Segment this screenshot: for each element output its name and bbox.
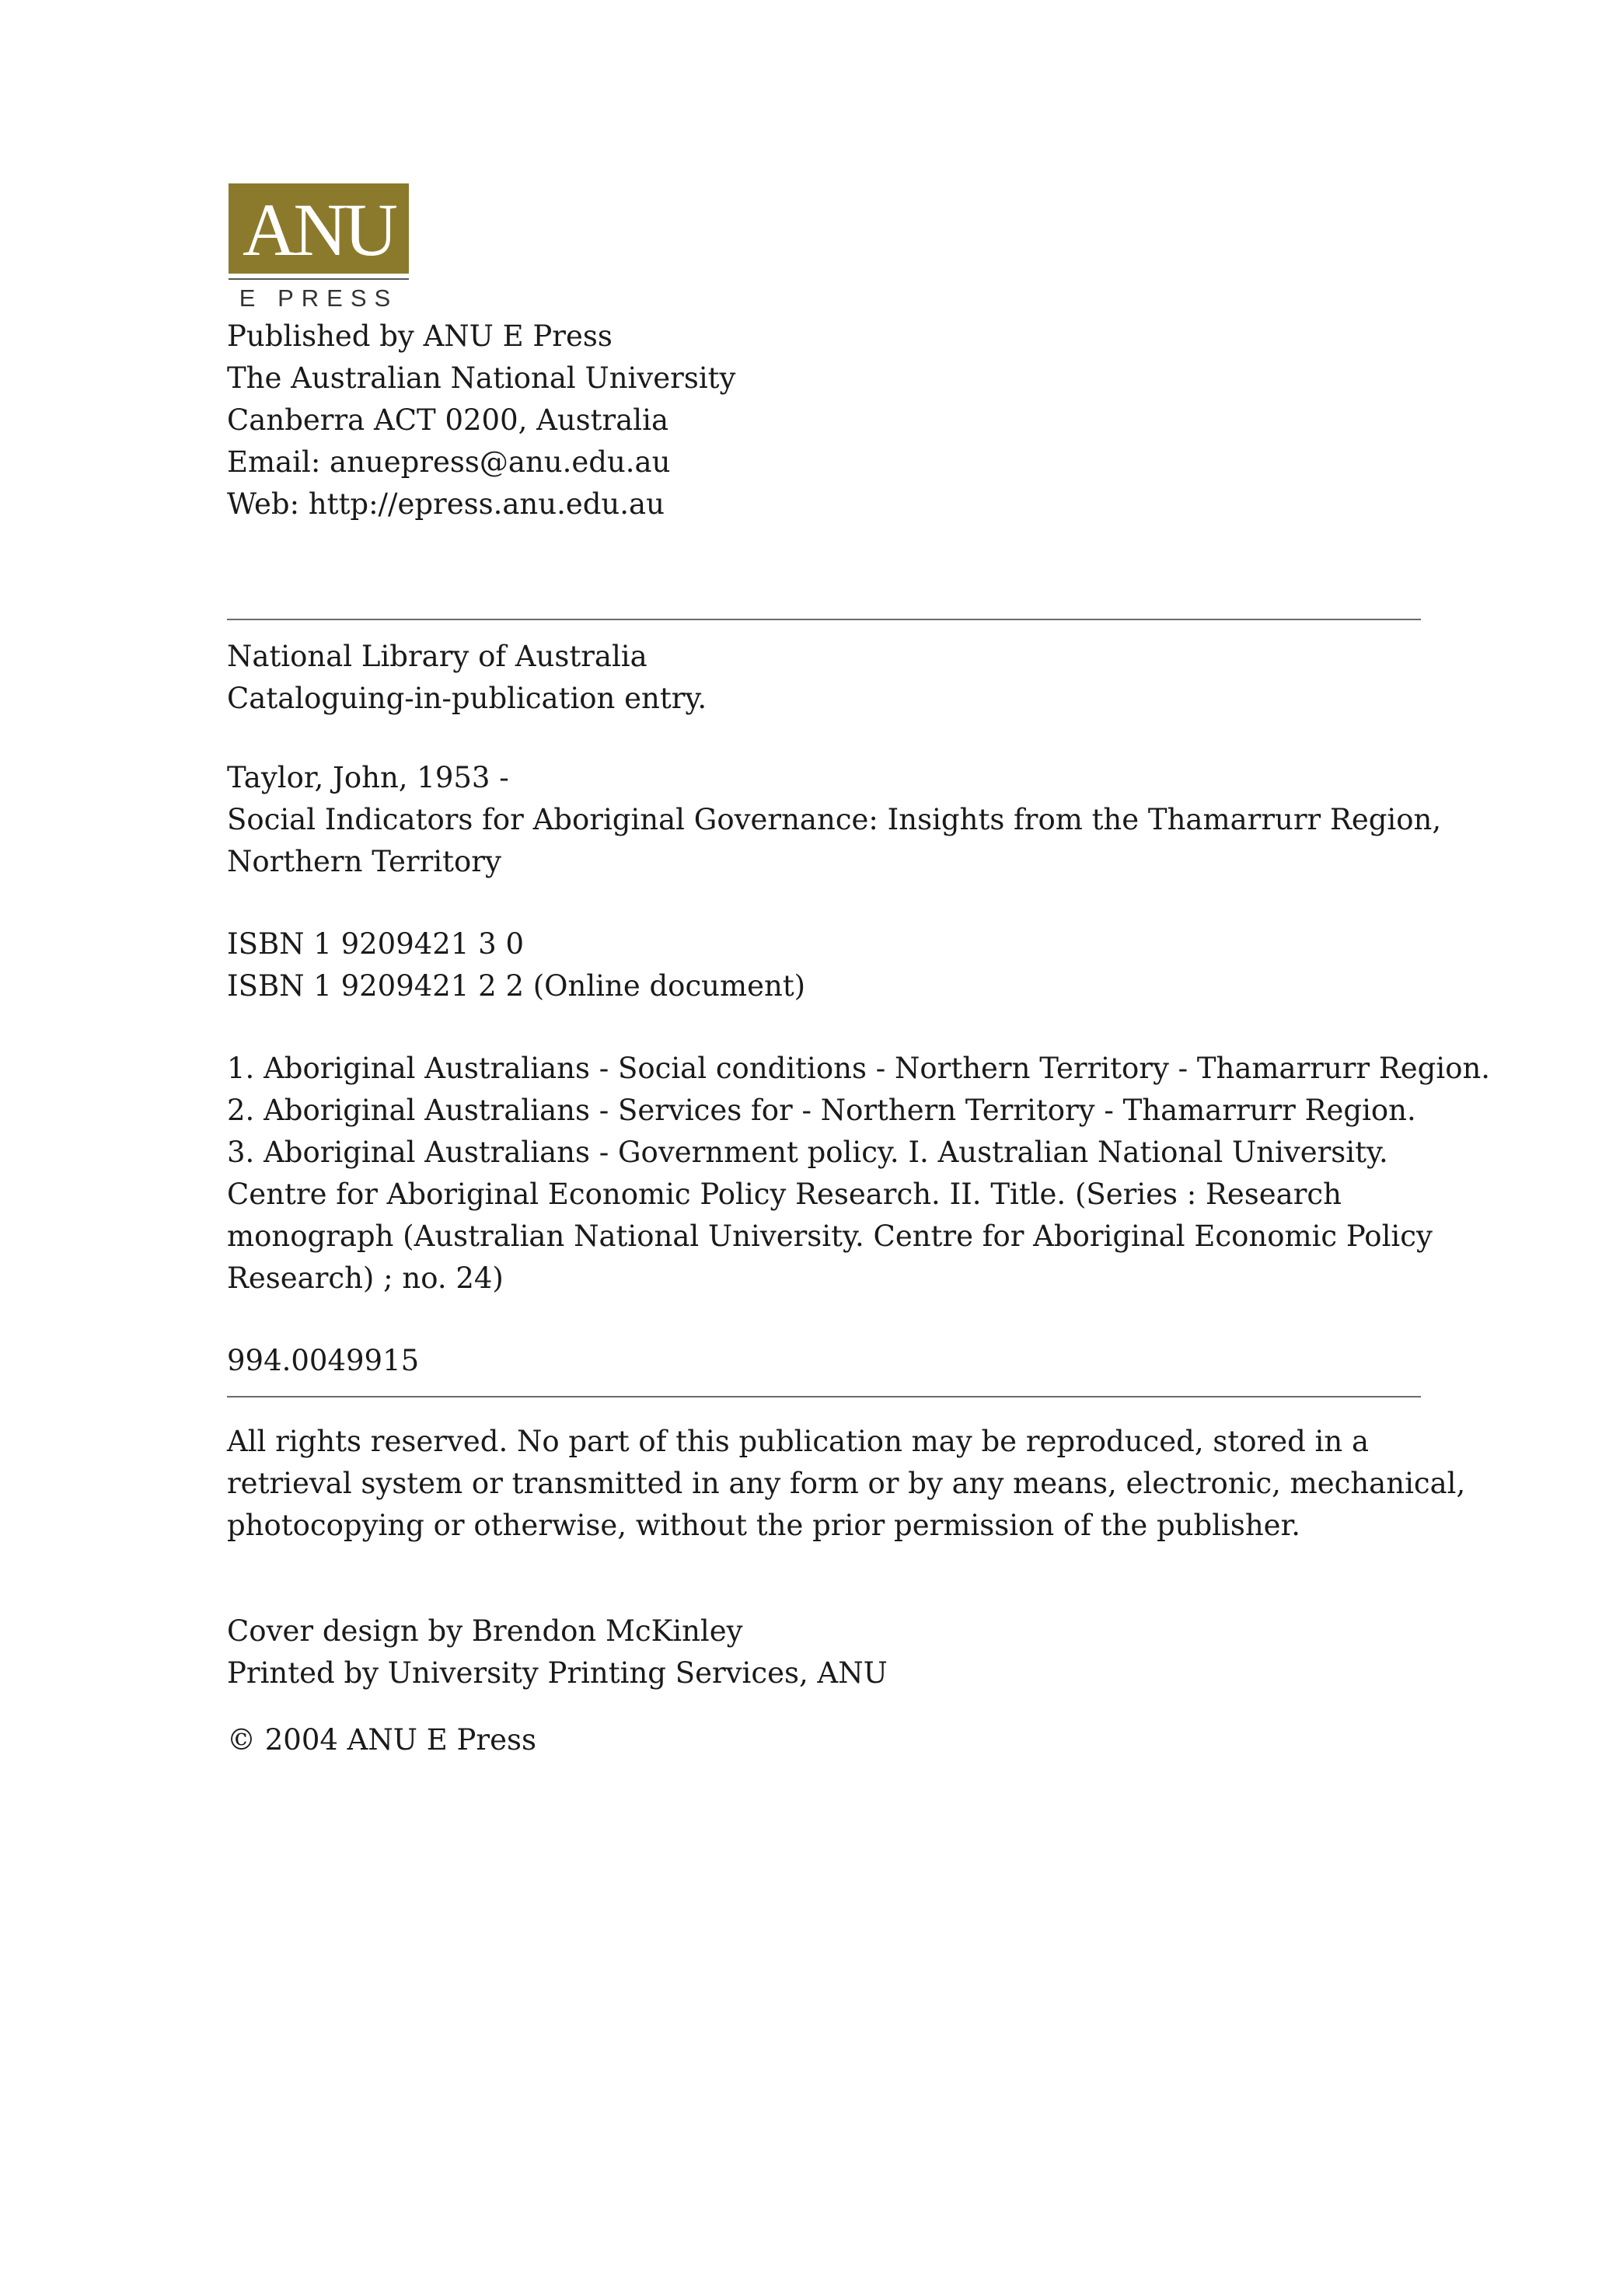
rights-line: All rights reserved. No part of this publication may be reproduced, stored in a [227,1425,1370,1458]
rights-line: retrieval system or transmitted in any form or by any means, electronic, mechanical, [227,1467,1466,1500]
title-line: Social Indicators for Aboriginal Governance: Insights from the Thamarrurr Region, [227,803,1442,836]
logo-mark: ANU [243,188,395,271]
dewey-number: 994.0049915 [227,1344,420,1377]
publisher-address [227,316,1421,525]
subject-line: monograph (Australian National University. Centre for Aboriginal Economic Policy [227,1220,1433,1253]
subject-line: 3. Aboriginal Australians - Government policy. I. Australian National University. [227,1136,1388,1169]
anu-e-press-logo [229,183,1421,314]
divider-bottom [227,1396,1421,1397]
logo-box [229,183,409,274]
catalogue-author-title [227,757,1442,883]
rights-statement [227,1421,1466,1547]
printer-credit: Printed by University Printing Services, ANU [227,1656,888,1690]
cover-design-credit: Cover design by Brendon McKinley [227,1614,743,1648]
publisher-line: Canberra ACT 0200, Australia [227,403,669,437]
credits-block [227,1610,1421,1694]
publisher-line: Published by ANU E Press [227,319,613,353]
subject-line: Research) ; no. 24) [227,1261,504,1295]
copyright-notice: © 2004 ANU E Press [227,1723,536,1757]
publisher-web: Web: http://epress.anu.edu.au [227,487,665,521]
catalogue-header [227,636,1421,720]
divider-top [227,619,1421,620]
subjects-block [227,1048,1491,1300]
classification-block [227,1340,1421,1382]
subject-line: 1. Aboriginal Australians - Social conditions - Northern Territory - Thamarrurr Region. [227,1052,1491,1085]
title-line: Northern Territory [227,845,501,878]
publisher-email: Email: anuepress@anu.edu.au [227,445,671,479]
catalogue-header-line: National Library of Australia [227,640,647,673]
isbn-print: ISBN 1 9209421 3 0 [227,927,524,961]
rights-line: photocopying or otherwise, without the prior permission of the publisher. [227,1509,1300,1542]
isbn-online: ISBN 1 9209421 2 2 (Online document) [227,969,806,1003]
subject-line: Centre for Aboriginal Economic Policy Research. II. Title. (Series : Research [227,1178,1342,1211]
copyright-block [227,1719,1421,1761]
author-line: Taylor, John, 1953 - [227,761,509,794]
imprint-page [227,183,1491,1761]
catalogue-header-line: Cataloguing-in-publication entry. [227,682,707,715]
logo-rule [229,278,409,280]
publisher-line: The Australian National University [227,361,736,395]
subject-line: 2. Aboriginal Australians - Services for - Northern Territory - Thamarrurr Region. [227,1094,1416,1127]
logo-subtitle: E PRESS [239,284,399,312]
isbn-block [227,923,1421,1007]
